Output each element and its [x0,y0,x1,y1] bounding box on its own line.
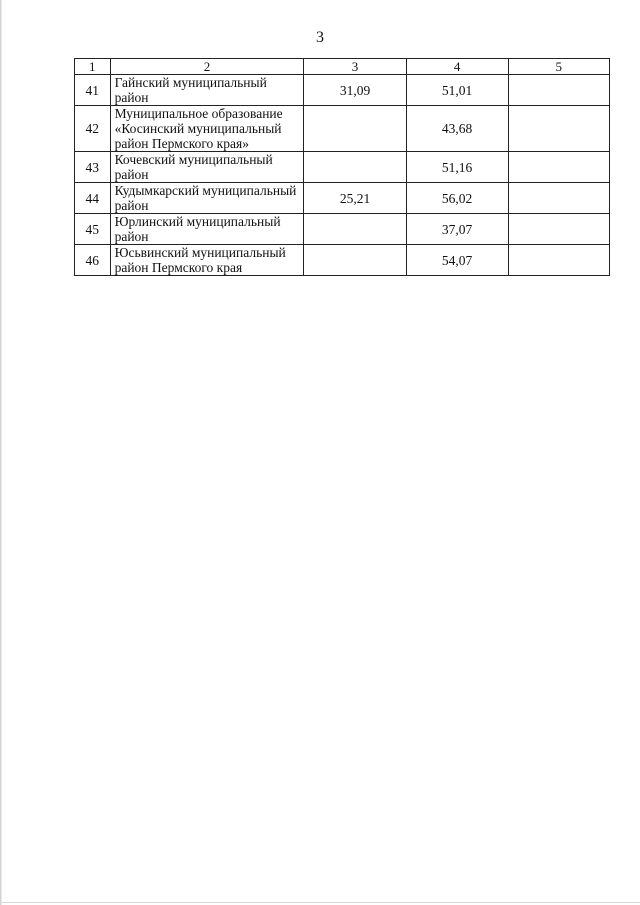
table-row [75,106,610,152]
value-cell-col-4: 43,68 [406,106,508,152]
district-name-cell [110,152,304,183]
district-name-cell [110,245,304,276]
value-cell-col-5 [508,214,609,245]
value-cell-col-4: 54,07 [406,245,508,276]
value-cell-col-5 [508,106,609,152]
table-row [75,214,610,245]
column-header-1: 1 [75,59,111,75]
value-cell-col-4: 51,01 [406,75,508,106]
value-cell-col-3 [304,214,406,245]
value-cell-col-3 [304,245,406,276]
value-cell-col-4: 51,16 [406,152,508,183]
row-number-cell: 42 [75,106,111,152]
value-cell-col-4: 56,02 [406,183,508,214]
table-row [75,152,610,183]
value-cell-col-5 [508,75,609,106]
column-header-3: 3 [304,59,406,75]
table-row [75,183,610,214]
column-header-2: 2 [110,59,304,75]
column-header-5: 5 [508,59,609,75]
district-name-line: район [114,229,149,244]
row-number-cell: 44 [75,183,111,214]
district-name-line: район [114,90,149,105]
district-name-line: район Пермского края [114,260,243,275]
value-cell-col-3 [304,152,406,183]
district-name-line: Кудымкарский муниципальный [114,183,297,198]
row-number-cell: 46 [75,245,111,276]
district-name-line: Кочевский муниципальный [114,152,273,167]
district-name-line: район [114,167,149,182]
column-header-4: 4 [406,59,508,75]
district-name-line: Юрлинский муниципальный [114,214,281,229]
district-name-cell [110,214,304,245]
table-row [75,75,610,106]
value-cell-col-5 [508,245,609,276]
district-name-cell [110,183,304,214]
value-cell-col-3: 31,09 [304,75,406,106]
scan-left-edge [0,0,2,905]
district-name-cell [110,75,304,106]
table-header-row [75,59,610,75]
data-table [74,58,610,276]
district-name-line: «Косинский муниципальный [114,121,282,136]
value-cell-col-3: 25,21 [304,183,406,214]
table-body [75,75,610,276]
page-number: 3 [316,29,324,46]
district-name-line: район Пермского края» [114,136,249,151]
row-number-cell: 41 [75,75,111,106]
table-row [75,245,610,276]
value-cell-col-3 [304,106,406,152]
district-name-line: район [114,198,149,213]
value-cell-col-5 [508,152,609,183]
scan-bottom-edge [0,902,640,903]
value-cell-col-5 [508,183,609,214]
row-number-cell: 43 [75,152,111,183]
row-number-cell: 45 [75,214,111,245]
district-name-line: Гайнский муниципальный [114,75,267,90]
district-name-line: Юсьвинский муниципальный [114,245,286,260]
value-cell-col-4: 37,07 [406,214,508,245]
district-name-line: Муниципальное образование [114,106,283,121]
district-name-cell [110,106,304,152]
